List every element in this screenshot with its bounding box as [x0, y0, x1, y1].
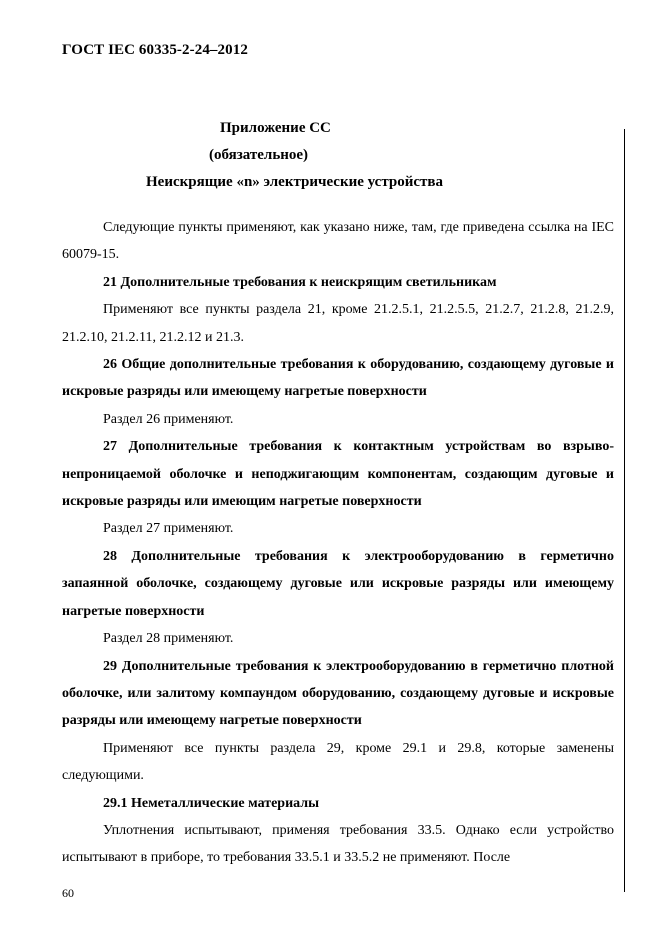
annex-heading: Неискрящие «n» электрические устройства: [146, 174, 444, 190]
section-26-heading: 26 Общие дополнительные требования к оборудованию, создающему дуговые и искровые разряды или имеющему нагретые поверхности: [62, 357, 614, 400]
section-21-text: Применяют все пункты раздела 21, кроме 21.2.5.1, 21.2.5.5, 21.2.7, 21.2.8, 21.2.9, 21.2.10, 21.2.11, 21.2.12 и 21.3.: [62, 302, 614, 345]
annex-status: (обязательное): [209, 147, 309, 163]
section-26-text: Раздел 26 применяют.: [103, 411, 234, 427]
section-28-text: Раздел 28 применяют.: [103, 631, 234, 647]
document-body: [62, 214, 614, 872]
section-29-1-text: Уплотнения испытывают, применяя требования 33.5. Однако если устройство испытывают в приборе, то требования 33.5.1 и 33.5.2 не применяют. После: [62, 822, 614, 866]
document-header: ГОСТ IEC 60335-2-24–2012: [62, 42, 248, 58]
annex-title: Приложение СС: [220, 120, 331, 136]
paragraph-intro: Следующие пункты применяют, как указано ниже, там, где приведена ссылка на IEC 60079-15.: [62, 220, 614, 263]
page-number: 60: [62, 886, 74, 900]
section-28-heading: 28 Дополнительные требования к электрооборудованию в герметично запаянной оболочке, создающему дуговые или искровые разряды или имеющему нагретые поверхности: [62, 548, 614, 619]
margin-rule: [624, 129, 625, 892]
section-27-text: Раздел 27 применяют.: [103, 521, 234, 537]
section-27-heading: 27 Дополнительные требования к контактным устройствам во взрывонепроницаемой оболочке и неподжигающим компонентам, создающим дуговые и искровые разряды или имеющим нагретые поверхности: [62, 439, 614, 510]
section-29-text: Применяют все пункты раздела 29, кроме 29.1 и 29.8, которые заменены следующими.: [62, 740, 614, 784]
section-29-heading: 29 Дополнительные требования к электрооборудованию в герметично плотной оболочке, или залитому компаундом оборудованию, создающему дуговые и искровые разряды или имеющему нагретые поверхности: [62, 658, 614, 729]
section-21-heading: 21 Дополнительные требования к неискрящим светильникам: [103, 274, 497, 290]
section-29-1-heading: 29.1 Неметаллические материалы: [103, 795, 320, 811]
